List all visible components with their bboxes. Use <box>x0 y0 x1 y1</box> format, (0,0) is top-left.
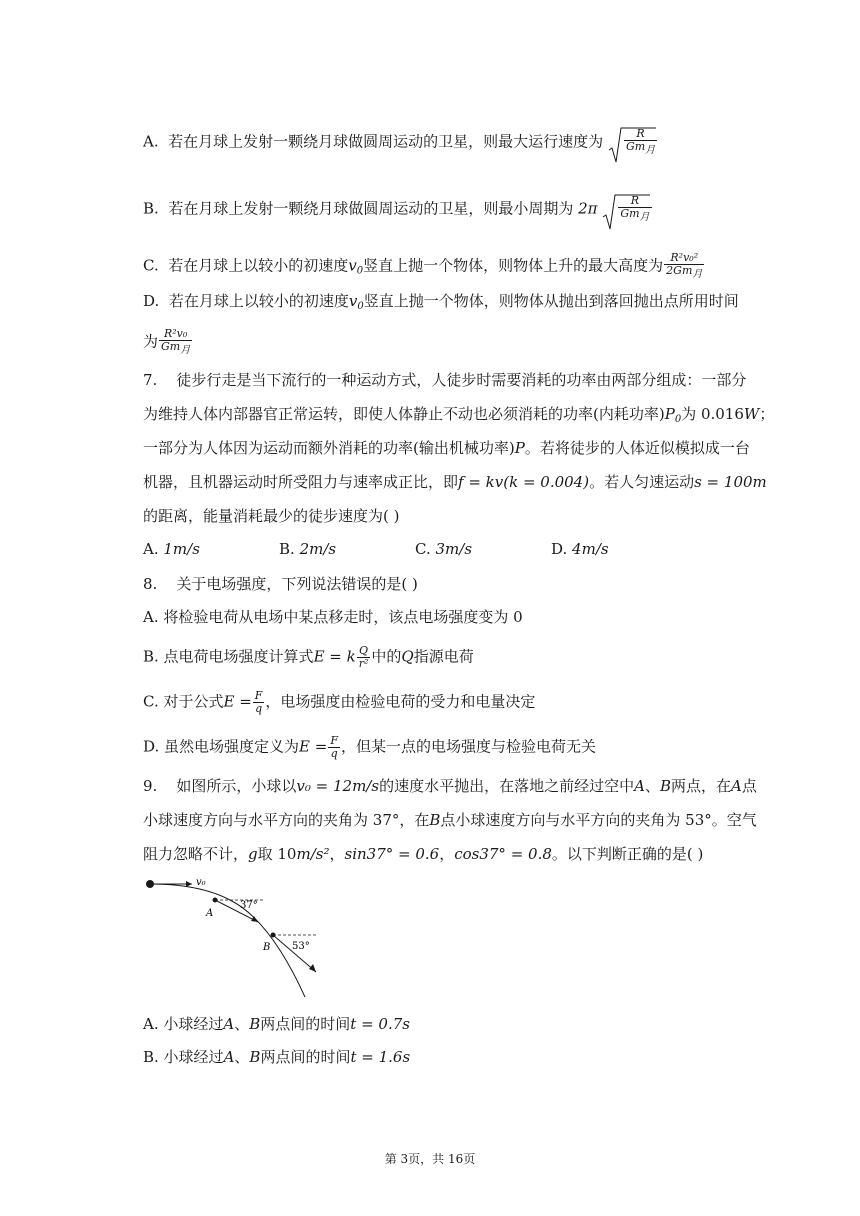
q7-text: 为 0.016 <box>681 405 744 423</box>
option-text: D. 虽然电场强度定义为 <box>143 737 300 756</box>
p-symbol: P <box>664 405 675 423</box>
q8-option-d <box>143 735 596 760</box>
q6-option-d <box>143 291 739 317</box>
option-text: ，但某一点的电场强度与检验电荷无关 <box>340 737 596 756</box>
option-text-2: 竖直上抛一个物体，则物体从抛出到落回抛出点所用时间 <box>363 292 739 310</box>
option-text-3: 为 <box>143 332 159 351</box>
q9-text: 点 <box>741 777 757 795</box>
angle-a: 37° <box>240 900 258 911</box>
label-a: A <box>206 908 214 919</box>
angle-b: 53° <box>292 941 310 952</box>
option-value: 2m/s <box>299 540 337 558</box>
formula: sin37° = 0.6 <box>344 845 440 863</box>
formula: cos37° = 0.8 <box>454 845 552 863</box>
q7-text: 的距离，能量消耗最少的徒步速度为( ) <box>143 507 400 525</box>
point-b: B <box>429 811 441 829</box>
option-label: A. <box>143 132 159 151</box>
q8-option-c <box>143 690 535 715</box>
point-a: A <box>223 1048 235 1066</box>
fraction <box>664 252 704 281</box>
page-footer: 第 3页，共 16页 <box>384 1152 476 1166</box>
option-text: ，电场强度由检验电荷的受力和电量决定 <box>265 692 536 711</box>
numerator: R <box>624 128 657 141</box>
formula: t = 1.6s <box>350 1048 411 1066</box>
formula: t = 0.7s <box>350 1015 410 1033</box>
numerator: F <box>330 734 338 747</box>
q7-text: 为维持人体内部器官正常运转，即使人体静止不动也必须消耗的功率(内耗功率) <box>143 405 665 423</box>
option-label: B. <box>143 199 159 218</box>
q7-option-b <box>279 539 415 559</box>
option-value: 3m/s <box>435 540 473 558</box>
arrow-head <box>309 964 316 972</box>
option-text: 、 <box>234 1048 250 1066</box>
question-number: 8. <box>143 575 158 593</box>
fraction <box>357 645 371 670</box>
option-text: B. 小球经过 <box>143 1048 224 1066</box>
arrow-head <box>186 881 192 887</box>
q6-option-d-cont <box>143 328 193 357</box>
q7-option-a <box>143 539 279 559</box>
v0-sub: 0 <box>356 265 364 277</box>
option-text: 若在月球上以较小的初速度 <box>168 292 349 310</box>
question-number: 7. <box>143 371 158 389</box>
q7-line-4 <box>143 472 767 492</box>
den-text: Gm <box>161 340 181 353</box>
q7-text: 徒步行走是当下流行的一种运动方式，人徒步时需要消耗的功率由两部分组成：一部分 <box>176 371 747 389</box>
trajectory <box>150 884 305 997</box>
q7-options <box>143 539 609 559</box>
v0-sub: 0 <box>357 301 364 312</box>
point-a: A <box>634 777 645 795</box>
sqrt-expression <box>608 128 658 157</box>
option-text: 若在月球上发射一颗绕月球做圆周运动的卫星，则最小周期为 <box>168 199 574 218</box>
fraction <box>253 690 265 715</box>
option-text: 若在月球上发射一颗绕月球做圆周运动的卫星，则最大运行速度为 <box>168 132 604 151</box>
formula: E = <box>299 737 328 756</box>
two-pi: 2π <box>578 199 598 218</box>
option-text: A. 小球经过 <box>143 1015 224 1033</box>
q6-option-c <box>143 252 705 282</box>
q7-line-2 <box>143 404 774 430</box>
q9-text: 、 <box>644 777 660 795</box>
den-sub: 月 <box>639 212 650 223</box>
q8-text: 关于电场强度，下列说法错误的是( ) <box>176 575 418 593</box>
option-text: 两点间的时间 <box>260 1015 351 1033</box>
q7-text: 。若人匀速运动 <box>589 473 695 491</box>
denominator: r² <box>358 657 369 670</box>
q7-line-5 <box>143 506 399 526</box>
numerator: F <box>254 689 263 702</box>
q8-option-b <box>143 645 474 670</box>
point-b: B <box>249 1015 261 1033</box>
q6-option-b <box>143 195 653 224</box>
option-label: C. <box>143 256 159 275</box>
q8-option-a <box>143 607 523 627</box>
sqrt-sign <box>608 126 656 166</box>
v0-symbol: v <box>348 292 358 310</box>
q8-stem <box>143 574 418 594</box>
formula: f = kv(k = 0.004) <box>458 473 590 491</box>
projectile-figure <box>140 872 340 1002</box>
den-text: Gm <box>625 140 646 153</box>
v0-symbol: v <box>348 256 357 275</box>
denominator: q <box>255 702 263 715</box>
den-text: Gm <box>620 207 640 220</box>
option-text: B. 点电荷电场强度计算式 <box>143 647 314 666</box>
numerator: R²v₀² <box>664 252 704 265</box>
den-text: 2Gm <box>666 264 693 277</box>
q9-text: 取 10 <box>257 845 297 863</box>
point-b: B <box>249 1048 261 1066</box>
q7-text: 一部分为人体因为运动而额外消耗的功率(输出机械功率) <box>143 439 515 457</box>
fraction <box>328 735 340 760</box>
q7-line-3 <box>143 438 750 458</box>
numerator: R <box>618 195 651 208</box>
option-text: 、 <box>234 1015 250 1033</box>
option-label: B. <box>279 540 295 558</box>
p-sub: 0 <box>674 414 682 425</box>
option-value: 4m/s <box>572 540 609 558</box>
option-label: C. <box>415 540 431 558</box>
formula: v₀ = 12m/s <box>296 777 380 795</box>
v0-label: v₀ <box>196 877 206 888</box>
numerator: R²v₀ <box>159 328 192 341</box>
den-sub: 月 <box>692 269 703 280</box>
q9-text: 。以下判断正确的是( ) <box>551 845 704 863</box>
q7-text: 。若将徒步的人体近似模拟成一台 <box>524 439 750 457</box>
unit-w: W <box>743 405 760 423</box>
denominator <box>664 265 704 281</box>
g-symbol: g <box>248 845 258 863</box>
question-number: 9. <box>143 777 158 795</box>
q9-option-a <box>143 1014 410 1034</box>
point-b: B <box>659 777 671 795</box>
den-sub: 月 <box>645 145 656 156</box>
den-sub: 月 <box>180 345 191 356</box>
label-b: B <box>263 942 271 953</box>
q9-text: ， <box>439 845 455 863</box>
q7-option-d <box>551 539 609 559</box>
sqrt-expression <box>602 195 652 224</box>
unit: m/s² <box>296 845 330 863</box>
q9-text: 两点，在 <box>670 777 731 795</box>
q7-text: ； <box>759 405 775 423</box>
q9-text: ， <box>329 845 345 863</box>
p-symbol: P <box>514 439 525 457</box>
q9-text: 如图所示，小球以 <box>176 777 297 795</box>
option-text: 指源电荷 <box>413 647 474 666</box>
option-label: D. <box>143 292 160 310</box>
point-a: A <box>730 777 742 795</box>
q7-line-1 <box>143 370 746 390</box>
q7-option-c <box>415 539 551 559</box>
numerator: Q <box>357 645 371 658</box>
q9-option-b <box>143 1047 410 1067</box>
formula: E = <box>223 692 252 711</box>
q9-line-3 <box>143 844 703 864</box>
option-label: D. <box>551 540 568 558</box>
option-value: 1m/s <box>163 540 200 558</box>
formula: E = k <box>313 647 356 666</box>
option-text: 中的 <box>371 647 402 666</box>
option-text: A. 将检验电荷从电场中某点移走时，该点电场强度变为 0 <box>143 608 523 626</box>
q-symbol: Q <box>401 647 414 666</box>
formula: s = 100m <box>694 473 767 491</box>
option-text-2: 竖直上抛一个物体，则物体上升的最大高度为 <box>363 256 664 275</box>
option-text: 两点间的时间 <box>260 1048 351 1066</box>
q7-text: 机器，且机器运动时所受阻力与速率成正比，即 <box>143 473 459 491</box>
point-a: A <box>223 1015 235 1033</box>
fraction <box>159 328 192 357</box>
q6-option-a <box>143 128 658 157</box>
option-text: 若在月球上以较小的初速度 <box>168 256 349 275</box>
option-label: A. <box>143 540 159 558</box>
option-text: C. 对于公式 <box>143 692 224 711</box>
q9-line-1 <box>143 776 757 796</box>
q9-text: 小球速度方向与水平方向的夹角为 37°，在 <box>143 811 430 829</box>
q9-text: 阻力忽略不计， <box>143 845 249 863</box>
sqrt-sign <box>602 193 650 233</box>
denominator: q <box>330 747 338 760</box>
q9-text: 的速度水平抛出，在落地之前经过空中 <box>379 777 635 795</box>
q9-line-2 <box>143 810 757 830</box>
q9-text: 点小球速度方向与水平方向的夹角为 53°。空气 <box>440 811 757 829</box>
denominator <box>159 341 192 357</box>
